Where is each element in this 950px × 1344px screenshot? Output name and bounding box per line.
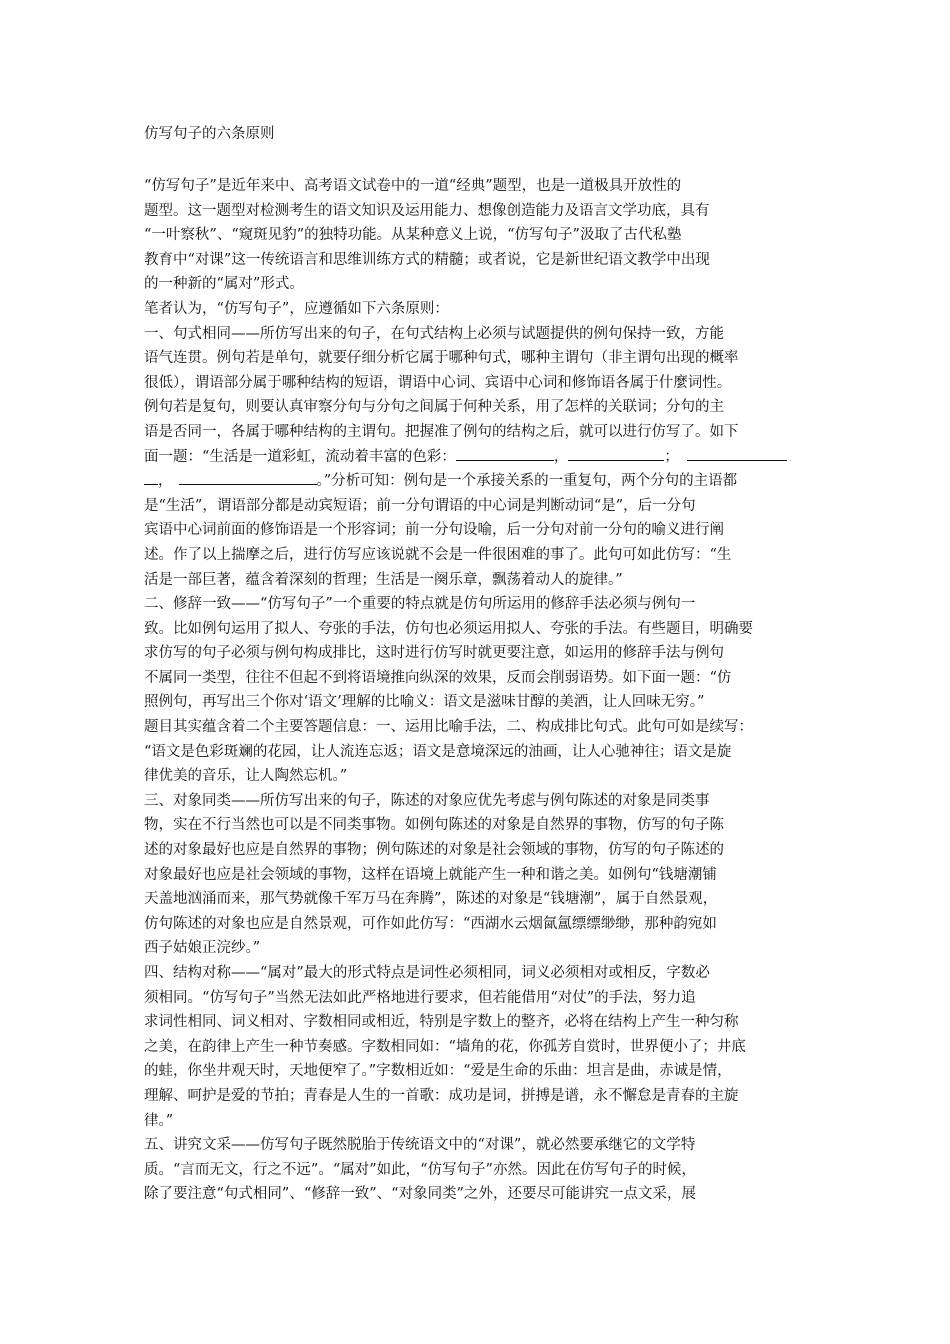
text-line: 求词性相同、词义相对、字数相同或相近，特别是字数上的整齐，必将在结构上产生一种匀称 — [144, 1014, 739, 1031]
text-line: 教育中“对课”这一传统语言和思维训练方式的精髓；或者说，它是新世纪语文教学中出现 — [144, 251, 710, 268]
text-line: 求仿写的句子必须与例句构成排比，这时进行仿写时就更要注意，如运用的修辞手法与例句 — [144, 645, 724, 662]
text-line: 照例句，再写出三个你对‘语文’理解的比喻义：语文是滋味甘醇的美酒，让人回味无穷。” — [144, 694, 705, 711]
text-segment: ， — [553, 448, 569, 465]
answer-blank — [568, 446, 664, 461]
text-line: 仿句陈述的对象也应是自然景观，可作如此仿写：“西湖水云烟氤氲缥缥缈缈，那种韵宛如 — [144, 915, 717, 932]
text-line: 述的对象最好也应是自然界的事物；例句陈述的对象是社会领域的事物，仿写的句子陈述的 — [144, 842, 724, 859]
document-body — [144, 174, 808, 1207]
answer-blank — [687, 446, 787, 461]
text-line: “语文是色彩斑斓的花园，让人流连忘返；语文是意境深远的油画，让人心驰神往；语文是旋 — [144, 743, 732, 760]
text-line: 律优美的音乐，让人陶然忘机。” — [144, 768, 348, 785]
text-line: 四、结构对称——“属对”最大的形式特点是词性必须相同，词义必须相对或相反，字数必 — [144, 965, 710, 981]
text-line: “一叶察秋”、“窥斑见豹”的独特功能。从某种意义上说，“仿写句子”汲取了古代私塾 — [144, 227, 682, 244]
text-line: 活是一部巨著，蕴含着深刻的哲理；生活是一阕乐章，飘荡着动人的旋律。” — [144, 571, 623, 588]
text-line: 题目其实蕴含着二个主要答题信息：一、运用比喻手法，二、构成排比句式。此句可如是续写： — [144, 719, 753, 736]
text-line: 西子姑娘正浣纱。” — [144, 940, 261, 957]
document-title: 仿写句子的六条原则 — [144, 126, 275, 142]
text-line: 例句若是复句，则要认真审察分句与分句之间属于何种关系，用了怎样的关联词；分句的主 — [144, 399, 724, 416]
text-line: 二、修辞一致——“仿写句子”一个重要的特点就是仿句所运用的修辞手法必须与例句一 — [144, 596, 696, 613]
text-line: 之美，在韵律上产生一种节奏感。字数相同如：“墙角的花，你孤芳自赏时，世界便小了；井底 — [144, 1038, 746, 1055]
text-line: 质。“言而无文，行之不远”。“属对”如此，“仿写句子”亦然。因此在仿写句子的时候， — [144, 1161, 696, 1178]
text-line-with-blanks — [144, 445, 808, 470]
text-line: 致。比如例句运用了拟人、夸张的手法，仿句也必须运用拟人、夸张的手法。有些题目，明确要 — [144, 620, 753, 637]
text-line: 律。” — [144, 1112, 174, 1129]
text-line: 五、讲究文采——仿写句子既然脱胎于传统语文中的“对课”，就必然要承继它的文学特 — [144, 1137, 696, 1154]
text-line: 语气连贯。例句若是单句，就要仔细分析它属于哪种句式，哪种主谓句（非主谓句出现的概率 — [144, 350, 739, 367]
text-line: 的蛙，你坐井观天时，天地便窄了。”字数相近如：“爱是生命的乐曲：坦言是曲，赤诚是情， — [144, 1063, 732, 1080]
text-line: 三、对象同类——所仿写出来的句子，陈述的对象应优先考虑与例句陈述的对象是同类事 — [144, 792, 710, 809]
text-line: 的一种新的“属对”形式。 — [144, 276, 304, 293]
text-line: 天盖地汹涌而来，那气势就像千军万马在奔腾”，陈述的对象是“钱塘潮”，属于自然景观， — [144, 891, 718, 908]
text-line: 笔者认为，“仿写句子”，应遵循如下六条原则： — [144, 300, 449, 317]
text-line: 对象最好也应是社会领域的事物，这样在语境上就能产生一种和谐之美。如例句“钱塘潮铺 — [144, 866, 717, 883]
text-segment: 面一题：“生活是一道彩虹，流动着丰富的色彩： — [144, 448, 456, 465]
answer-blank — [456, 446, 554, 461]
text-line: 物，实在不行当然也可以是不同类事物。如例句陈述的对象是自然界的事物，仿写的句子陈 — [144, 817, 724, 834]
text-line: 宾语中心词前面的修饰语是一个形容词；前一分句设喻，后一分句对前一分句的喻义进行阐 — [144, 522, 724, 539]
answer-blank — [144, 470, 158, 485]
text-line: 很低），谓语部分属于哪种结构的短语，谓语中心词、宾语中心词和修饰语各属于什麼词性。 — [144, 374, 732, 391]
text-line: 述。作了以上揣摩之后，进行仿写应该说就不会是一件很困难的事了。此句可如此仿写：“生 — [144, 546, 732, 563]
text-line: 不属同一类型，往往不但起不到将语境推向纵深的效果，反而会削弱语势。如下面一题：“仿 — [144, 669, 732, 686]
text-line: 题型。这一题型对检测考生的语文知识及运用能力、想像创造能力及语言文学功底，具有 — [144, 202, 710, 219]
answer-blank — [179, 470, 317, 485]
text-line: 须相同。“仿写句子”当然无法如此严格地进行要求，但若能借用“对仗”的手法，努力追 — [144, 989, 696, 1006]
text-segment: ， — [158, 473, 173, 490]
text-line-with-blanks — [144, 469, 808, 494]
text-line: “仿写句子”是近年来中、高考语文试卷中的一道“经典”题型，也是一道极具开放性的 — [144, 178, 682, 194]
text-line: 语是否同一，各属于哪种结构的主谓句。把握准了例句的结构之后，就可以进行仿写了。如下 — [144, 423, 739, 440]
text-line: 除了要注意“句式相同”、“修辞一致”、“对象同类”之外，还要尽可能讲究一点文采，展 — [144, 1186, 696, 1203]
text-segment: 。”分析可知：例句是一个承接关系的一重复句，两个分句的主语都 — [316, 473, 738, 490]
text-segment: ； — [664, 448, 679, 465]
text-line: 一、句式相同——所仿写出来的句子，在句式结构上必须与试题提供的例句保持一致，方能 — [144, 325, 724, 342]
text-line: 理解、呵护是爱的节拍；青春是人生的一首歌：成功是词，拼搏是谱，永不懈怠是青春的主旋 — [144, 1087, 739, 1104]
text-line: 是“生活”，谓语部分都是动宾短语；前一分句谓语的中心词是判断动词“是”，后一分句 — [144, 497, 696, 514]
